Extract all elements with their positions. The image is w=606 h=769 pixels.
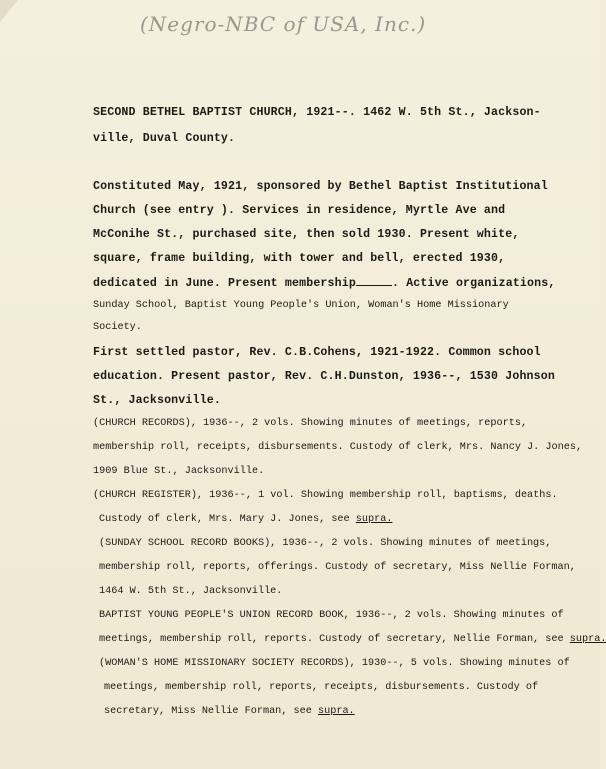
record-4-line-2-text: meetings, membership roll, reports. Custody of secretary, Nellie Forman, see xyxy=(99,634,570,645)
record-4-line-2 xyxy=(99,634,606,645)
para1-line-6: Sunday School, Baptist Young People's Union, Woman's Home Missionary xyxy=(93,300,509,311)
record-5-line-2: meetings, membership roll, reports, receipts, disbursements. Custody of xyxy=(104,682,539,693)
heading-line-1: SECOND BETHEL BAPTIST CHURCH, 1921--. 1462 W. 5th St., Jackson- xyxy=(93,106,541,119)
para1-line-3: McConihe St., purchased site, then sold 1930. Present white, xyxy=(93,228,520,241)
supra-2: supra. xyxy=(569,634,606,645)
record-2-line-2-text: Custody of clerk, Mrs. Mary J. Jones, see xyxy=(99,514,356,525)
record-4-line-1: BAPTIST YOUNG PEOPLE'S UNION RECORD BOOK, 1936--, 2 vols. Showing minutes of xyxy=(99,610,564,621)
record-2-line-2 xyxy=(99,514,392,525)
record-3-line-1: (SUNDAY SCHOOL RECORD BOOKS), 1936--, 2 vols. Showing minutes of meetings, xyxy=(99,538,552,549)
para1-line-7: Society. xyxy=(93,322,142,333)
record-5-line-1: (WOMAN'S HOME MISSIONARY SOCIETY RECORDS), 1930--, 5 vols. Showing minutes of xyxy=(99,658,570,669)
record-1-line-1: (CHURCH RECORDS), 1936--, 2 vols. Showing minutes of meetings, reports, xyxy=(93,418,528,429)
record-1-line-3: 1909 Blue St., Jacksonville. xyxy=(93,466,265,477)
record-3-line-3: 1464 W. 5th St., Jacksonville. xyxy=(99,586,283,597)
folded-corner xyxy=(0,0,18,22)
membership-blank xyxy=(356,276,392,286)
para1-line-4: square, frame building, with tower and bell, erected 1930, xyxy=(93,252,506,265)
record-5-line-3-text: secretary, Miss Nellie Forman, see xyxy=(104,706,318,717)
record-2-line-1: (CHURCH REGISTER), 1936--, 1 vol. Showing membership roll, baptisms, deaths. xyxy=(93,490,558,501)
heading-line-2: ville, Duval County. xyxy=(93,132,236,145)
para2-line-3: St., Jacksonville. xyxy=(93,394,221,407)
para1-line-1: Constituted May, 1921, sponsored by Bethel Baptist Institutional xyxy=(93,180,548,193)
para1-line-5-end: . Active organizations, xyxy=(391,277,556,290)
record-3-line-2: membership roll, reports, offerings. Custody of secretary, Miss Nellie Forman, xyxy=(99,562,576,573)
para1-line-5 xyxy=(93,276,555,290)
para2-line-2: education. Present pastor, Rev. C.H.Dunston, 1936--, 1530 Johnson xyxy=(93,370,555,383)
para2-line-1: First settled pastor, Rev. C.B.Cohens, 1921-1922. Common school xyxy=(93,346,541,359)
supra-1: supra. xyxy=(355,514,393,525)
record-5-line-3 xyxy=(104,706,355,717)
para1-line-5-start: dedicated in June. Present membership xyxy=(93,277,356,290)
para1-line-2: Church (see entry ). Services in residence, Myrtle Ave and xyxy=(93,204,506,217)
handwritten-annotation: (Negro-NBC of USA, Inc.) xyxy=(140,12,427,36)
record-1-line-2: membership roll, receipts, disbursements. Custody of clerk, Mrs. Nancy J. Jones, xyxy=(93,442,583,453)
supra-3: supra. xyxy=(317,706,355,717)
